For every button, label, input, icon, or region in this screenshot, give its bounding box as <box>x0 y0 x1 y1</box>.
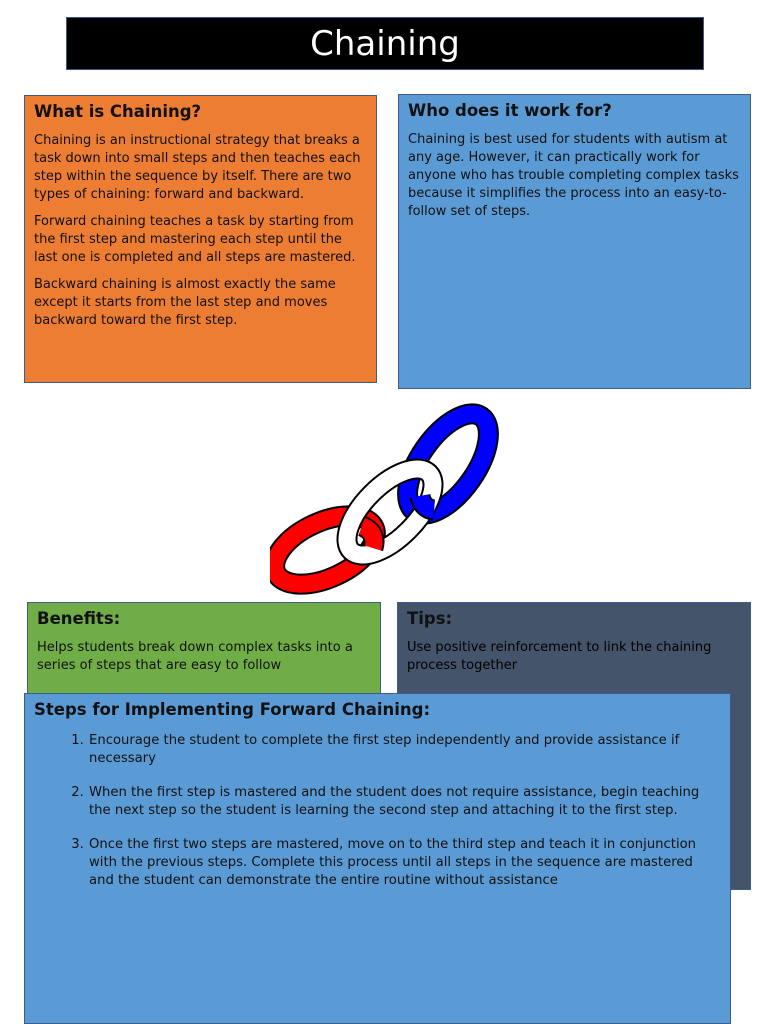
tips-paragraph-1: Use positive reinforcement to link the chaining process together <box>407 640 712 673</box>
forward-chaining-steps-box <box>24 693 731 1024</box>
who-does-it-work-for-box <box>398 94 751 389</box>
what-paragraph-2: Forward chaining teaches a task by starting from the first step and mastering each step until the last one is completed and all steps are mastered. <box>34 214 356 265</box>
benefits-heading: Benefits: <box>37 609 121 628</box>
chain-links-icon <box>270 398 500 608</box>
tips-heading: Tips: <box>407 609 453 628</box>
step-item-2: 2. When the first step is mastered and the student does not require assistance, begin teaching the next step so the student is learning the second step and attaching it to the first step. <box>88 784 720 820</box>
what-is-chaining-box <box>24 95 377 383</box>
what-paragraph-3: Backward chaining is almost exactly the same except it starts from the last step and moves backward toward the first step. <box>34 277 336 328</box>
what-paragraph-1: Chaining is an instructional strategy that breaks a task down into small steps and then teaches each step within the sequence by itself. There are two types of chaining: forward and backward. <box>34 133 361 202</box>
step-item-3: 3. Once the first two steps are mastered, move on to the third step and teach it in conjunction with the previous steps. Complete this process until all steps in the sequence are mastered and the student can demonstrate the entire routine without assistance <box>88 836 720 890</box>
page-title: Chaining <box>66 17 704 70</box>
what-is-chaining-heading: What is Chaining? <box>34 102 202 121</box>
steps-list <box>34 732 720 890</box>
step-item-1: 1. Encourage the student to complete the first step independently and provide assistance if necessary <box>88 732 720 768</box>
steps-heading: Steps for Implementing Forward Chaining: <box>34 700 431 719</box>
who-heading: Who does it work for? <box>408 101 612 120</box>
benefits-paragraph-1: Helps students break down complex tasks into a series of steps that are easy to follow <box>37 640 353 673</box>
who-paragraph-1: Chaining is best used for students with autism at any age. However, it can practically work for anyone who has trouble completing complex tasks because it simplifies the process into an easy-to-follow set of steps. <box>408 132 739 219</box>
